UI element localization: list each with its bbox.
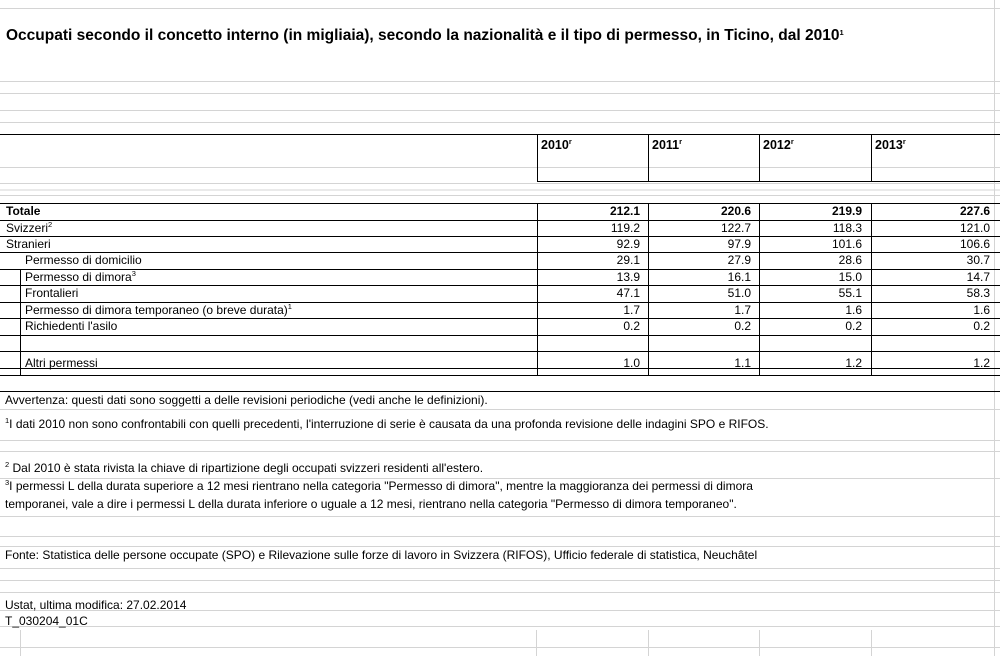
cell-value: 16.1 [727,270,751,284]
cell-value: 14.7 [966,270,990,284]
row-label: Frontalieri [25,286,79,300]
cell-value: 118.3 [832,221,862,235]
note-avvertenza: Avvertenza: questi dati sono soggetti a delle revisioni periodiche (vedi anche le definizioni). [5,393,488,407]
cell-value: 101.6 [831,237,862,251]
column-year: 2011 [652,138,680,152]
footnote-mark: 3 [131,269,136,278]
footnote-2 [5,460,990,476]
footnote-text: Dal 2010 è stata rivista la chiave di ripartizione degli occupati svizzeri residenti all'estero. [9,461,484,475]
row-label-text: Permesso di dimora [25,270,132,284]
column-header-2011 [652,138,682,152]
column-revised-mark: r [568,137,572,146]
footnote-mark: 2 [5,460,10,469]
cell-value: 1.0 [623,356,640,370]
title-footnote-mark: 1 [839,28,844,37]
cell-value: 1.2 [973,356,990,370]
cell-value: 121.0 [959,221,990,235]
cell-value: 51.0 [727,286,751,300]
cell-value: 15.0 [838,270,862,284]
footnote-text: I dati 2010 non sono confrontabili con quelli precedenti, l'interruzione di serie è causata da una profonda revisione delle indagini SPO e RIFOS. [9,417,769,431]
cell-value: 0.2 [845,319,862,333]
table-code: T_030204_01C [5,614,88,628]
cell-value: 30.7 [966,253,990,267]
cell-value: 92.9 [616,237,640,251]
source-note: Fonte: Statistica delle persone occupate (SPO) e Rilevazione sulle forze di lavoro in Svizzera (RIFOS), Ufficio federale di statistica, Neuchâtel [5,548,758,562]
cell-value: 13.9 [616,270,640,284]
row-label-text: Permesso di dimora temporaneo (o breve durata) [25,303,288,317]
table-title [6,26,981,45]
cell-value: 212.1 [609,204,640,218]
column-header-2010 [541,138,572,152]
cell-value: 97.9 [727,237,751,251]
cell-value: 1.6 [973,303,990,317]
footnote-3 [5,478,990,494]
cell-value: 106.6 [959,237,990,251]
column-header-2012 [763,138,794,152]
column-header-2013 [875,138,906,152]
row-label: Stranieri [6,237,51,251]
footnote-mark: 1 [287,302,292,311]
cell-value: 1.7 [623,303,640,317]
column-year: 2013 [875,138,903,152]
column-year: 2010 [541,138,569,152]
cell-value: 1.6 [845,303,862,317]
table-title-text: Occupati secondo il concetto interno (in migliaia), secondo la nazionalità e il tipo di permesso, in Ticino, dal 2010 [6,27,840,44]
column-revised-mark: r [902,137,906,146]
cell-value: 119.2 [610,221,640,235]
footnote-3-continued: temporanei, vale a dire i permessi L della durata inferiore o uguale a 12 mesi, rientrano nella categoria "Permesso di dimora temporaneo". [5,497,737,511]
cell-value: 1.7 [734,303,751,317]
footnote-mark: 2 [48,220,53,229]
column-year: 2012 [763,138,791,152]
cell-value: 0.2 [623,319,640,333]
column-revised-mark: r [679,137,683,146]
row-label [6,221,52,235]
footnote-mark: 3 [5,478,10,487]
cell-value: 55.1 [838,286,862,300]
row-label: Permesso di domicilio [25,253,142,267]
cell-value: 219.9 [831,204,862,218]
cell-value: 122.7 [720,221,751,235]
footnote-text: I permessi L della durata superiore a 12 mesi rientrano nella categoria "Permesso di dimora", mentre la maggioranza dei permessi di dimora [9,479,753,493]
cell-value: 28.6 [838,253,862,267]
column-revised-mark: r [790,137,794,146]
cell-value: 47.1 [616,286,640,300]
row-label [25,270,136,284]
row-label-text: Svizzeri [6,221,49,235]
footnote-mark: 1 [5,416,10,425]
row-label: Richiedenti l'asilo [25,319,118,333]
cell-value: 1.1 [734,356,751,370]
cell-value: 220.6 [720,204,751,218]
row-label: Altri permessi [25,356,98,370]
cell-value: 58.3 [966,286,990,300]
cell-value: 0.2 [973,319,990,333]
cell-value: 1.2 [845,356,862,370]
cell-value: 227.6 [959,204,990,218]
last-modified-note: Ustat, ultima modifica: 27.02.2014 [5,598,187,612]
cell-value: 29.1 [616,253,640,267]
footnote-1 [5,416,990,432]
row-label [25,303,292,317]
cell-value: 0.2 [734,319,751,333]
cell-value: 27.9 [727,253,751,267]
row-label: Totale [6,204,41,218]
